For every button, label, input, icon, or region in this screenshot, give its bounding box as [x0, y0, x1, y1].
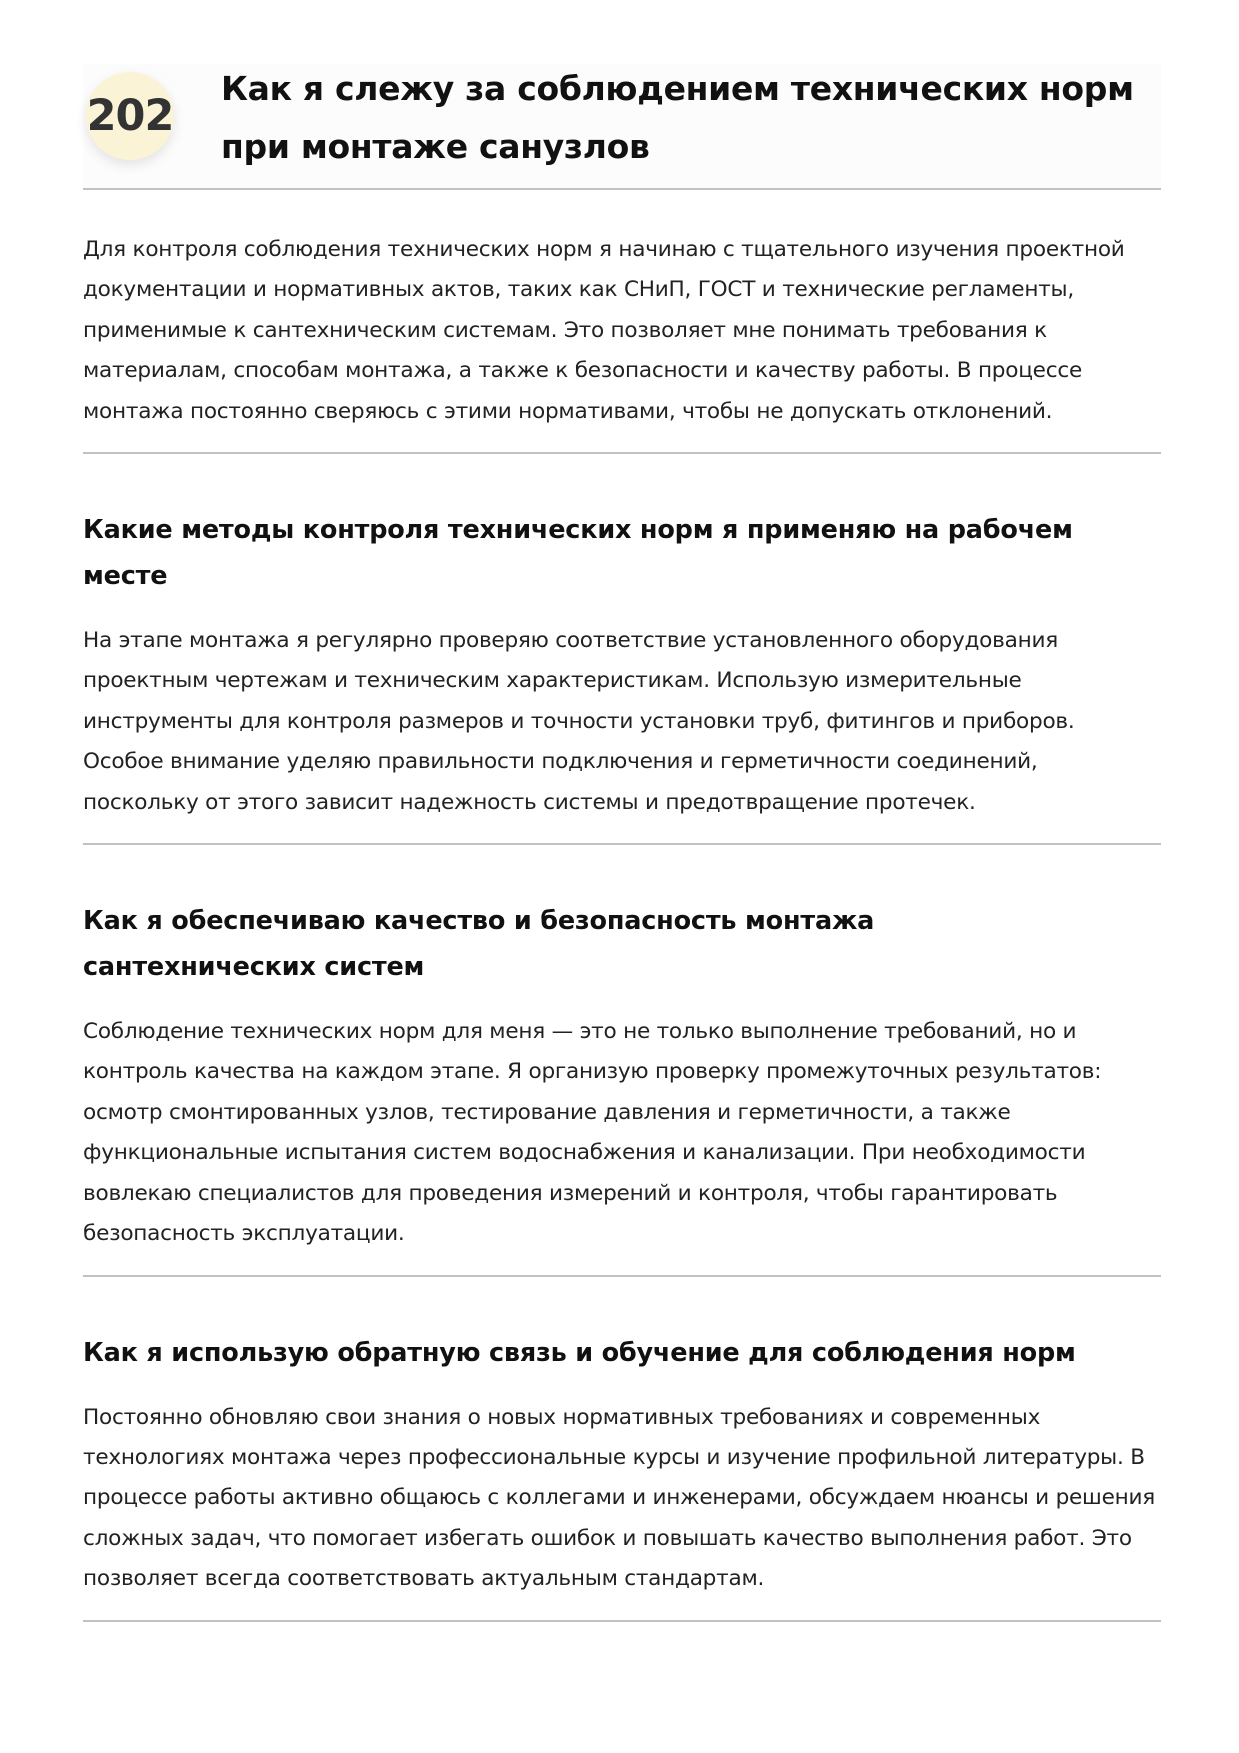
section-paragraph: Постоянно обновляю свои знания о новых нормативных требованиях и современных технологиях монтажа через профессиональные курсы и изучение профильной литературы. В процессе работы активно общаюсь с коллегами и инженерами, обсуждаем нюансы и решения сложных задач, что помогает избегать ошибок и повышать качество выполнения работ. Это позволяет всегда соответствовать актуальным стандартам.	[83, 1404, 1155, 1592]
section-heading: Как я использую обратную связь и обучение для соблюдения норм	[83, 1337, 1076, 1368]
section-divider	[83, 1275, 1161, 1277]
section-divider	[83, 452, 1161, 454]
intro-paragraph: Для контроля соблюдения технических норм я начинаю с тщательного изучения проектной документации и нормативных актов, таких как СНиП, ГОСТ и технические регламенты, применимые к сантехническим системам. Это позволяет мне понимать требования к материалам, способам монтажа, а также к безопасности и качеству работы. В процессе монтажа постоянно сверяюсь с этими нормативами, чтобы не допускать отклонений.	[83, 237, 1125, 424]
header-divider	[83, 188, 1161, 190]
document-page	[83, 0, 1161, 1592]
section-heading: Как я обеспечиваю качество и безопасность монтажа сантехнических систем	[83, 906, 875, 983]
section-feedback-learning	[83, 1330, 1161, 1622]
section-paragraph: На этапе монтажа я регулярно проверяю соответствие установленного оборудования проектным чертежам и техническим характеристикам. Использую измерительные инструменты для контроля размеров и точности установки труб, фитингов и приборов. Особое внимание уделяю правильности подключения и герметичности соединений, поскольку от этого зависит надежность системы и предотвращение протечек.	[83, 628, 1075, 815]
section-heading: Какие методы контроля технических норм я применяю на рабочем месте	[83, 515, 1073, 592]
page-title: Как я слежу за соблюдением технических норм при монтаже санузлов	[221, 69, 1134, 166]
section-divider	[83, 843, 1161, 845]
section-quality-safety	[83, 898, 1161, 1276]
section-control-methods	[83, 507, 1161, 845]
page-header	[83, 0, 1161, 190]
section-paragraph: Соблюдение технических норм для меня — это не только выполнение требований, но и контроль качества на каждом этапе. Я организую проверку промежуточных результатов: осмотр смонтированных узлов, тестирование давления и герметичности, а также функциональные испытания систем водоснабжения и канализации. При необходимости вовлекаю специалистов для проведения измерений и контроля, чтобы гарантировать безопасность эксплуатации.	[83, 1019, 1102, 1247]
article-body	[83, 230, 1161, 1622]
intro-section	[83, 230, 1161, 454]
question-number-badge: 202	[86, 72, 174, 160]
section-divider	[83, 1620, 1161, 1622]
